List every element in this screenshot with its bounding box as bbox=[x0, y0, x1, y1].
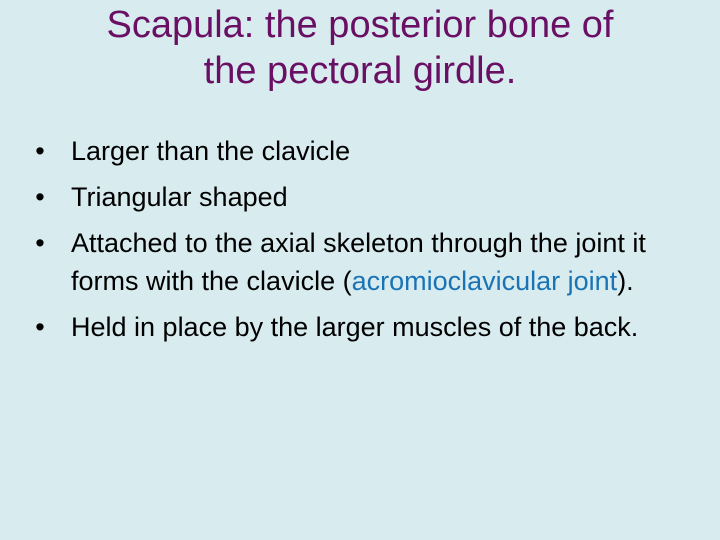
slide-title-line-2: the pectoral girdle. bbox=[203, 50, 517, 92]
bullet-item-held bbox=[30, 308, 700, 346]
bullet-icon: • bbox=[35, 228, 45, 258]
slide-title-line-1: Scapula: the posterior bone of bbox=[106, 4, 614, 46]
bullet-icon: • bbox=[35, 312, 45, 342]
bullet-icon: • bbox=[35, 136, 45, 166]
bullet-item-triangular bbox=[30, 178, 700, 216]
bullet-item-larger bbox=[30, 132, 700, 170]
slide-title bbox=[0, 2, 720, 94]
bullet-list bbox=[30, 132, 700, 354]
bullet-text: Held in place by the larger muscles of the back. bbox=[71, 312, 639, 342]
bullet-text: Larger than the clavicle bbox=[71, 136, 351, 166]
bullet-item-attached bbox=[30, 224, 700, 300]
bullet-icon: • bbox=[35, 182, 45, 212]
acromioclavicular-joint-link[interactable]: acromioclavicular joint bbox=[351, 266, 618, 296]
bullet-text: Triangular shaped bbox=[71, 182, 288, 212]
bullet-text-before-link: Attached to the axial skeleton through the joint it forms with the clavicle ( bbox=[71, 228, 646, 296]
bullet-text-after-link: ). bbox=[617, 266, 634, 296]
